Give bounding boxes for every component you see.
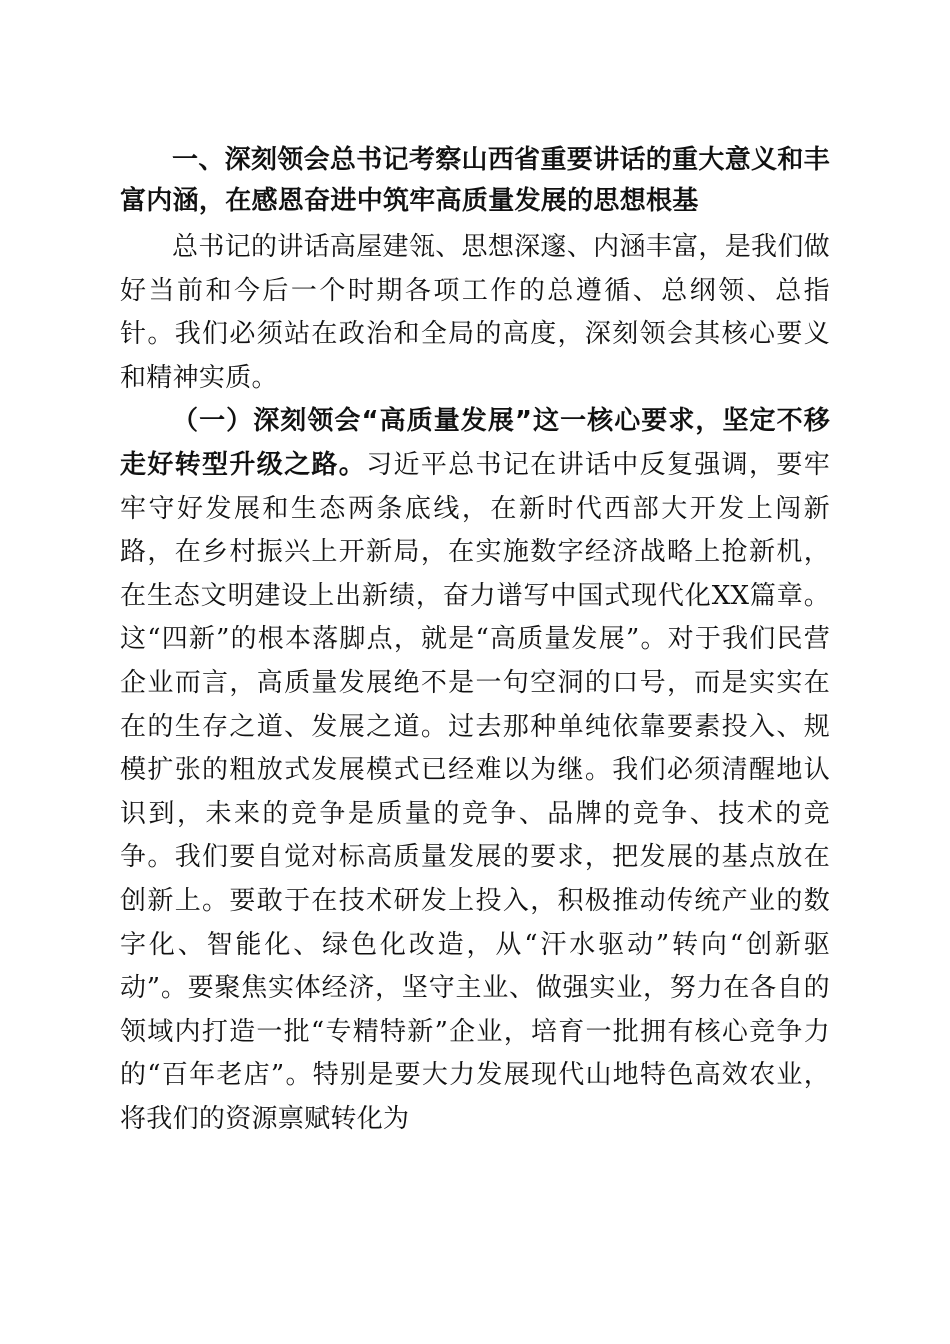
intro-paragraph-text: 总书记的讲话高屋建瓴、思想深邃、内涵丰富，是我们做好当前和今后一个时期各项工作的总遵循、总纲领、总指针。我们必须站在政治和全局的高度，深刻领会其核心要义和精神实质。 — [120, 232, 830, 393]
subsection-body-text: 习近平总书记在讲话中反复强调，要牢牢守好发展和生态两条底线，在新时代西部大开发上闯新路，在乡村振兴上开新局，在实施数字经济战略上抢新机，在生态文明建设上出新绩，奋力谱写中国式现代化XX篇章。这“四新”的根本落脚点，就是“高质量发展”。对于我们民营企业而言，高质量发展绝不是一句空洞的口号，而是实实在在的生存之道、发展之道。过去那种单纯依靠要素投入、规模扩张的粗放式发展模式已经难以为继。我们必须清醒地认识到，未来的竞争是质量的竞争、品牌的竞争、技术的竞争。我们要自觉对标高质量发展的要求，把发展的基点放在创新上。要敢于在技术研发上投入，积极推动传统产业的数字化、智能化、绿色化改造，从“汗水驱动”转向“创新驱动”。要聚焦实体经济，坚守主业、做强实业，努力在各自的领域内打造一批“专精特新”企业，培育一批拥有核心竞争力的“百年老店”。特别是要大力发展现代山地特色高效农业，将我们的资源禀赋转化为 — [120, 449, 831, 1134]
document-page — [120, 140, 830, 1141]
subsection-lead: （一）深刻领会“高质量发展”这一核心要求，坚定不移走好转型升级之路。 — [120, 406, 830, 480]
section-heading: 一、深刻领会总书记考察山西省重要讲话的重大意义和丰富内涵，在感恩奋进中筑牢高质量发展的思想根基 — [120, 145, 830, 216]
subsection-paragraph — [120, 400, 830, 1141]
intro-paragraph — [120, 226, 830, 400]
